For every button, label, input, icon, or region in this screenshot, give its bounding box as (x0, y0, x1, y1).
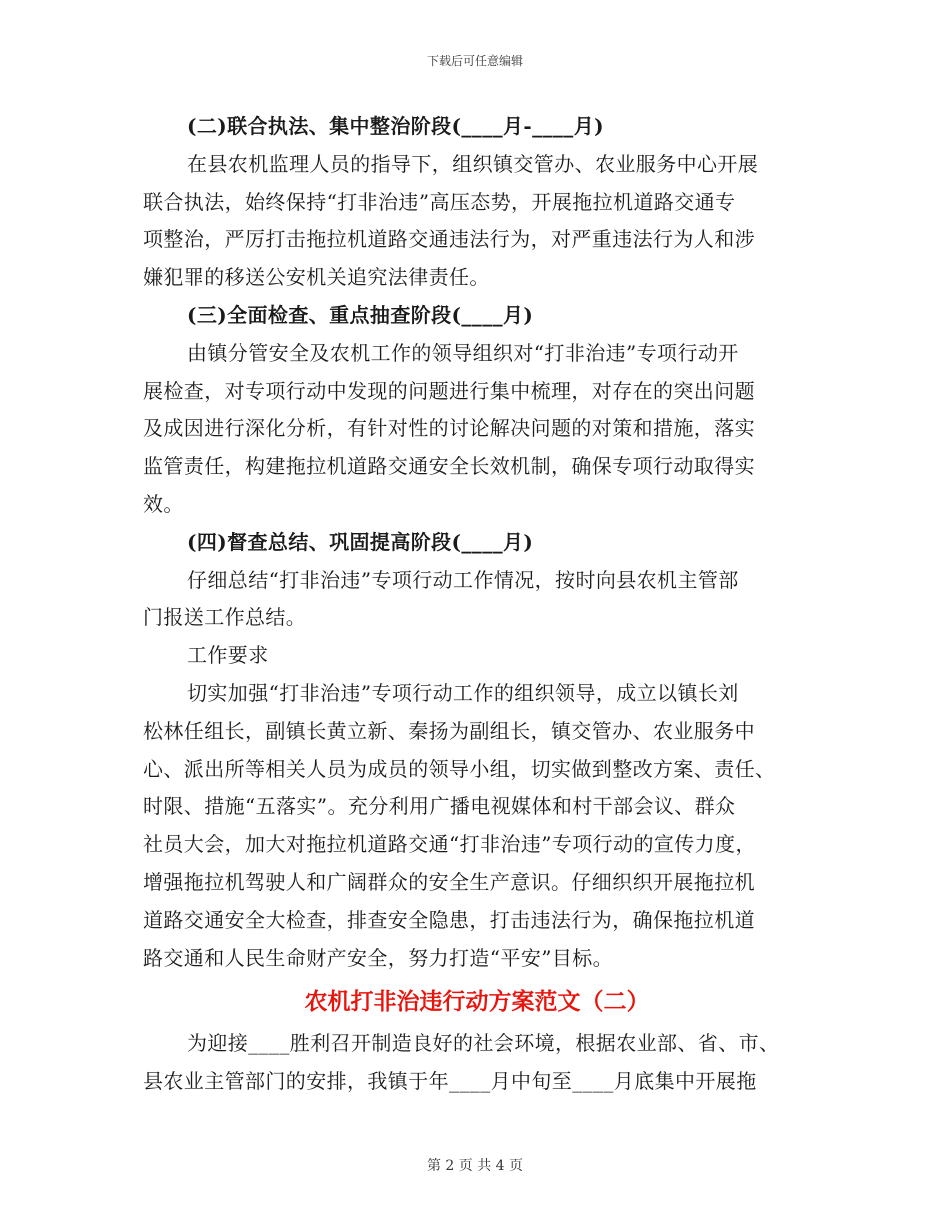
section-heading: (四)督查总结、巩固提高阶段(____月) (187, 529, 534, 554)
paragraph-line: 监管责任，构建拖拉机道路交通安全长效机制，确保专项行动取得实 (143, 454, 755, 479)
paragraph-line: 时限、措施“五落实”。充分利用广播电视媒体和村干部会议、群众 (143, 794, 736, 819)
paragraph-line: 路交通和人民生命财产安全，努力打造“平安”目标。 (143, 945, 614, 970)
paragraph-line: 项整治，严厉打击拖拉机道路交通违法行为，对严重违法行为人和涉 (143, 227, 755, 252)
paragraph-line: 效。 (143, 491, 184, 516)
section-part-1 (143, 108, 811, 977)
section-heading: (三)全面检查、重点抽查阶段(____月) (187, 302, 534, 327)
paragraph-line: 切实加强“打非治违”专项行动工作的组织领导，成立以镇长刘 (187, 680, 739, 705)
paragraph-line: 县农业主管部门的安排，我镇于年____月中旬至____月底集中开展拖 (143, 1069, 757, 1094)
paragraph-line: 由镇分管安全及农机工作的领导组织对“打非治违”专项行动开 (187, 340, 739, 365)
paragraph-line: 道路交通安全大检查，排查安全隐患，打击违法行为，确保拖拉机道 (143, 907, 755, 932)
paragraph-line: 工作要求 (187, 643, 269, 668)
paragraph-line: 为迎接____胜利召开制造良好的社会环境，根据农业部、省、市、 (187, 1031, 780, 1056)
paragraph-line: 及成因进行深化分析，有针对性的讨论解决问题的对策和措施，落实 (143, 416, 755, 441)
paragraph-line: 增强拖拉机驾驶人和广阔群众的安全生产意识。仔细织织开展拖拉机 (143, 869, 755, 894)
page-footer: 第 2 页 共 4 页 (426, 1158, 524, 1174)
paragraph-line: 心、派出所等相关人员为成员的领导小组，切实做到整改方案、责任、 (143, 756, 776, 781)
paragraph-line: 展检查，对专项行动中发现的问题进行集中梳理，对存在的突出问题 (143, 378, 755, 403)
paragraph-line: 松林任组长，副镇长黄立新、秦扬为副组长，镇交管办、农业服务中 (143, 718, 755, 743)
paragraph-line: 联合执法，始终保持“打非治违”高压态势，开展拖拉机道路交通专 (143, 189, 736, 214)
document-body (143, 108, 811, 1101)
paragraph-line: 在县农机监理人员的指导下，组织镇交管办、农业服务中心开展 (187, 151, 759, 176)
paragraph-line: 嫌犯罪的移送公安机关追究法律责任。 (143, 265, 490, 290)
page-header: 下载后可任意编辑 (426, 54, 523, 68)
paragraph-line: 门报送工作总结。 (143, 605, 307, 630)
paragraph-line: 社员大会，加大对拖拉机道路交通“打非治违”专项行动的宣传力度， (143, 832, 756, 857)
section-part-2 (143, 1025, 811, 1101)
paragraph-line: 仔细总结“打非治违”专项行动工作情况，按时向县农机主管部 (187, 567, 739, 592)
section-title: 农机打非治违行动方案范文（二） (304, 988, 650, 1016)
section-heading: (二)联合执法、集中整治阶段(____月-____月) (187, 114, 604, 138)
